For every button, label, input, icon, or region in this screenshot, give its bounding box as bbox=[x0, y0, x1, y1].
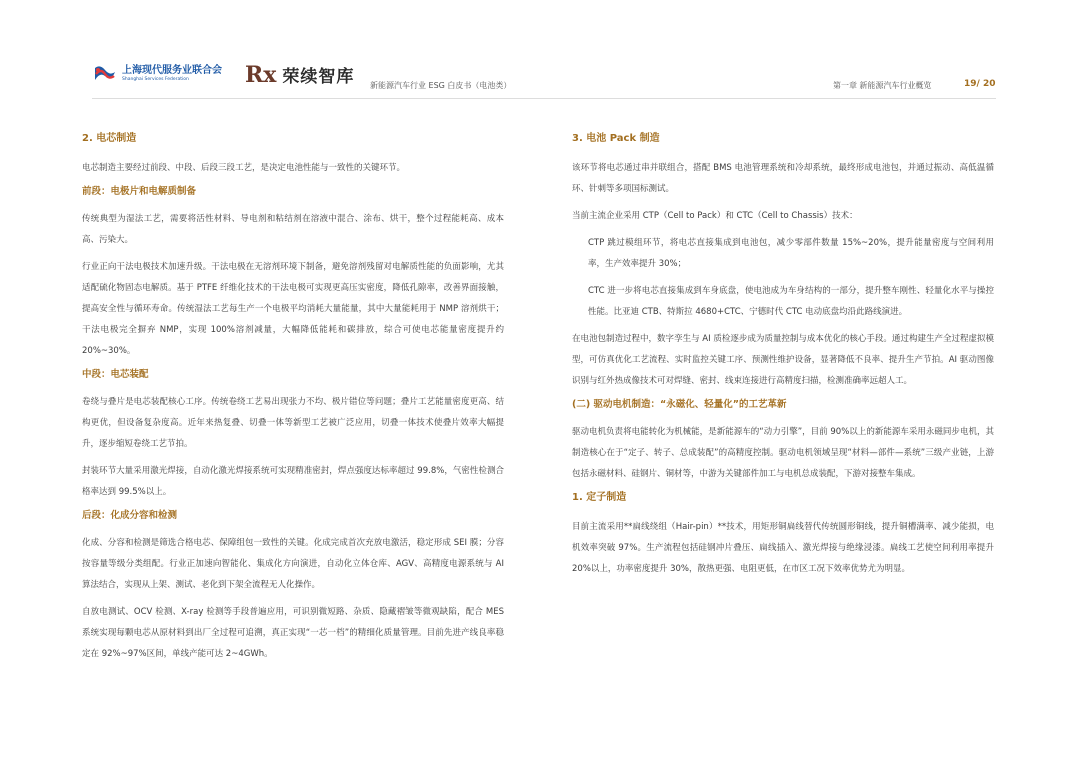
rongxu-name: 荣续智库 bbox=[282, 67, 355, 87]
paragraph-ctc: CTC 进一步将电芯直接集成到车身底盘，使电池成为车身结构的一部分，提升整车刚性、轻量化水平与操控性能。比亚迪 CTB、特斯拉 4680+CTC、宁德时代 CTC 电动底盘均沿此路线演进。 bbox=[588, 286, 994, 317]
ssf-name: 上海现代服务业联合会 bbox=[122, 65, 222, 76]
ssf-logo-icon bbox=[92, 62, 118, 86]
paragraph: 行业正向干法电极技术加速升级。干法电极在无溶剂环境下制备，避免溶剂残留对电解质性能的负面影响，尤其适配硫化物固态电解质。基于 PTFE 纤维化技术的干法电极可实现更高压实密度，降低孔隙率，改善界面接触，提高安全性与循环寿命。传统湿法工艺每生产一个电极平均消耗大量能量，其中大量能耗用于 NMP 溶剂烘干；干法电极完全摒弃 NMP，实现 100%溶剂减量，大幅降低能耗和碳排放，综合可使电芯能量密度提升约 20%~30%。 bbox=[82, 262, 504, 356]
paragraph: 化成、分容和检测是筛选合格电芯、保障组包一致性的关键。化成完成首次充放电激活，稳定形成 SEI 膜；分容按容量等级分类组配。行业正加速向智能化、集成化方向演进，自动化立体仓库、AGV、高精度电源系统与 AI 算法结合，实现从上架、测试、老化到下架全流程无人化操作。 bbox=[82, 538, 504, 590]
rongxu-logo-mark: Rx bbox=[245, 61, 277, 88]
paragraph: 在电池包制造过程中，数字孪生与 AI 质检逐步成为质量控制与成本优化的核心手段。通过构建生产全过程虚拟模型，可仿真优化工艺流程、实时监控关键工序、预测性维护设备，显著降低不良率、提升生产节拍。AI 驱动图像识别与红外热成像技术可对焊缝、密封、线束连接进行高精度扫描，检测准确率远超人工。 bbox=[572, 334, 994, 386]
ssf-logo bbox=[92, 62, 222, 86]
section-heading-cell-manufacturing: 2. 电芯制造 bbox=[82, 133, 137, 144]
paragraph: 当前主流企业采用 CTP（Cell to Pack）和 CTC（Cell to Chassis）技术： bbox=[572, 211, 858, 221]
header-divider bbox=[92, 98, 996, 99]
page-number: 19/ 20 bbox=[964, 79, 996, 89]
paragraph: 该环节将电芯通过串并联组合，搭配 BMS 电池管理系统和冷却系统，最终形成电池包，并通过振动、高低温循环、针刺等多项国标测试。 bbox=[572, 163, 994, 194]
paragraph-ctp: CTP 跳过模组环节，将电芯直接集成到电池包，减少零部件数量 15%~20%，提升能量密度与空间利用率，生产效率提升 30%； bbox=[588, 238, 994, 269]
chapter-title: 第一章 新能源汽车行业概览 bbox=[833, 81, 932, 90]
subheading-front-stage: 前段：电极片和电解质制备 bbox=[82, 186, 197, 197]
paragraph: 传统典型为湿法工艺，需要将活性材料、导电剂和粘结剂在溶液中混合、涂布、烘干，整个过程能耗高、成本高、污染大。 bbox=[82, 214, 504, 245]
paragraph: 封装环节大量采用激光焊接，自动化激光焊接系统可实现精准密封，焊点强度达标率超过 99.8%，气密性检测合格率达到 99.5%以上。 bbox=[82, 466, 504, 497]
paragraph: 卷绕与叠片是电芯装配核心工序。传统卷绕工艺易出现张力不均、极片错位等问题；叠片工艺能量密度更高、结构更优，但设备复杂度高。近年来热复叠、切叠一体等新型工艺被广泛应用，切叠一体技术使叠片效率大幅提升，逐步缩短卷绕工艺节拍。 bbox=[82, 397, 504, 449]
left-column bbox=[82, 132, 504, 671]
subheading-back-stage: 后段：化成分容和检测 bbox=[82, 510, 178, 521]
section-heading-pack-manufacturing: 3. 电池 Pack 制造 bbox=[572, 133, 660, 144]
paragraph: 电芯制造主要经过前段、中段、后段三段工艺，是决定电池性能与一致性的关键环节。 bbox=[82, 163, 406, 173]
document-title: 新能源汽车行业 ESG 白皮书（电池类） bbox=[370, 81, 512, 90]
paragraph: 自放电测试、OCV 检测、X-ray 检测等手段普遍应用，可识别微短路、杂质、隐藏褶皱等微观缺陷，配合 MES 系统实现每颗电芯从原材料到出厂全过程可追溯，真正实现“一芯一档”的精细化质量管理。目前先进产线良率稳定在 92%~97%区间，单线产能可达 2~4GWh。 bbox=[82, 607, 504, 659]
right-column bbox=[572, 132, 994, 586]
page-header bbox=[0, 0, 1080, 110]
paragraph: 目前主流采用**扁线绕组（Hair-pin）**技术，用矩形铜扁线替代传统圆形铜线，提升铜槽满率、减少能损，电机效率突破 97%。生产流程包括硅钢冲片叠压、扁线插入、激光焊接与绝缘浸漆。扁线工艺使空间利用率提升 20%以上，功率密度提升 30%，散热更强、电阻更低，在市区工况下效率优势尤为明显。 bbox=[572, 522, 994, 574]
rongxu-logo bbox=[245, 62, 354, 87]
ssf-subname: Shanghai Services Federation bbox=[122, 77, 189, 82]
subheading-middle-stage: 中段：电芯装配 bbox=[82, 369, 149, 380]
section-heading-stator: 1. 定子制造 bbox=[572, 492, 627, 503]
paragraph: 驱动电机负责将电能转化为机械能，是新能源车的“动力引擎”，目前 90%以上的新能源车采用永磁同步电机，其制造核心在于“定子、转子、总成装配”的高精度控制。驱动电机领域呈现“材料—部件—系统”三级产业链，上游包括永磁材料、硅钢片、铜材等，中游为关键部件加工与电机总成装配，下游对接整车集成。 bbox=[572, 427, 994, 479]
subheading-motor-manufacturing: (二) 驱动电机制造：“永磁化、轻量化”的工艺革新 bbox=[572, 399, 787, 410]
